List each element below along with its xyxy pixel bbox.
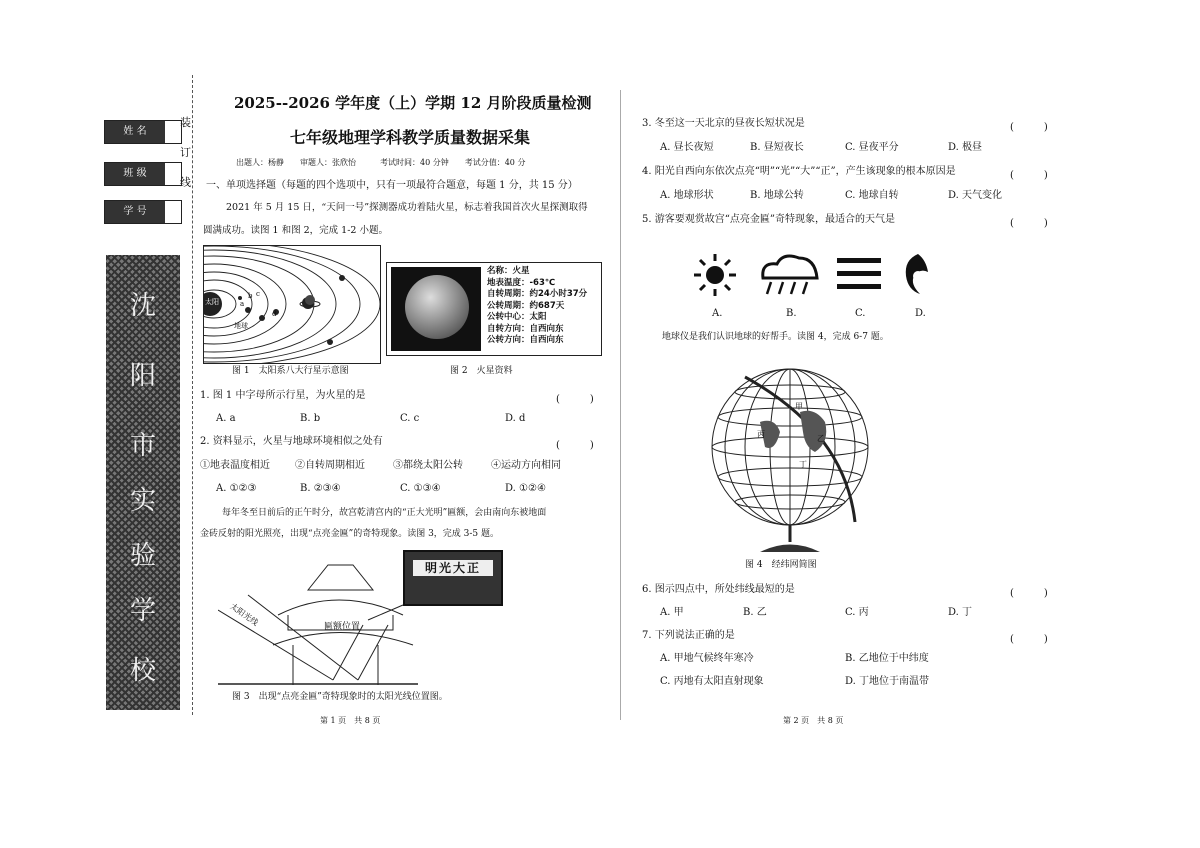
class-field-label: 班 级	[105, 163, 165, 185]
q5-option-c[interactable]: C.	[855, 308, 866, 319]
q3-option-b[interactable]: B. 昼短夜长	[750, 142, 804, 153]
q5-option-d[interactable]: D.	[915, 308, 926, 319]
plaque-box	[403, 550, 503, 606]
name-field-label: 姓 名	[105, 121, 165, 143]
binding-char-xian: 线	[180, 176, 191, 189]
q4-option-c[interactable]: C. 地球自转	[845, 190, 899, 201]
fog-icon[interactable]	[835, 256, 883, 292]
q2-option-b[interactable]: B. ②③④	[300, 483, 341, 494]
question-1: 1. 图 1 中字母所示行星，为火星的是	[200, 390, 366, 401]
q1-option-c[interactable]: C. c	[400, 413, 420, 424]
fig1-label-a: a	[240, 300, 245, 308]
figure-4-caption: 图 4 经纬网简图	[745, 560, 817, 570]
q2-item-4: ④运动方向相同	[491, 460, 561, 471]
q7-option-a[interactable]: A. 甲地气候终年寒冷	[660, 653, 754, 664]
planet-a	[245, 307, 251, 313]
school-char-4: 实	[129, 486, 156, 516]
q4-answer-blank[interactable]: ( )	[1010, 170, 1048, 181]
plaque-text: 明光大正	[413, 560, 493, 576]
mars-row-rotation: 自转周期：约24小时37分	[487, 289, 588, 299]
name-field[interactable]	[104, 120, 182, 144]
q7-option-c[interactable]: C. 丙地有太阳直射现象	[660, 676, 764, 687]
binding-char-ding: 订	[180, 146, 191, 159]
q4-option-b[interactable]: B. 地球公转	[750, 190, 804, 201]
question-3: 3. 冬至这一天北京的昼夜长短状况是	[642, 118, 805, 129]
school-char-6: 学	[129, 596, 156, 626]
q3-answer-blank[interactable]: ( )	[1010, 122, 1048, 133]
q6-option-d[interactable]: D. 丁	[948, 607, 973, 618]
mars-row-rev-dir: 公转方向：自西向东	[487, 335, 564, 345]
school-char-5: 验	[129, 541, 156, 571]
fig1-label-earth: 地球	[234, 322, 248, 330]
figure-3-caption: 图 3 出现“点亮金匾”奇特现象时的太阳光线位置图。	[232, 692, 448, 702]
q7-option-b[interactable]: B. 乙地位于中纬度	[845, 653, 929, 664]
mars-row-center: 公转中心：太阳	[487, 312, 547, 322]
globe-label-jia: 甲	[795, 402, 803, 411]
q5-option-a[interactable]: A.	[712, 308, 723, 319]
school-char-7: 校	[129, 656, 156, 686]
q2-option-c[interactable]: C. ①③④	[400, 483, 441, 494]
q2-answer-blank[interactable]: ( )	[556, 440, 594, 451]
intro-1-line1: 2021 年 5 月 15 日，“天问一号”探测器成功着陆火星，标志着我国首次火星探测取得	[226, 202, 588, 213]
fig1-label-sun: 太阳	[205, 298, 219, 306]
fig3-plaque-label: 匾额位置	[324, 622, 361, 632]
school-name-panel	[106, 255, 180, 710]
q3-option-a[interactable]: A. 昼长夜短	[660, 142, 714, 153]
q5-answer-blank[interactable]: ( )	[1010, 218, 1048, 229]
q3-option-c[interactable]: C. 昼夜平分	[845, 142, 899, 153]
fig3-sun-label: 太阳光线	[228, 601, 260, 628]
planet-earth	[259, 315, 265, 321]
figure-2-caption: 图 2 火星资料	[450, 366, 513, 376]
section-1-heading: 一、单项选择题（每题的四个选项中，只有一项最符合题意，每题 1 分，共 15 分）	[206, 180, 578, 191]
q6-option-a[interactable]: A. 甲	[660, 607, 684, 618]
q6-option-c[interactable]: C. 丙	[845, 607, 869, 618]
question-4: 4. 阳光自西向东依次点亮“明”“光”“大”“正”，产生该现象的根本原因是	[642, 166, 956, 177]
q7-answer-blank[interactable]: ( )	[1010, 634, 1048, 645]
question-5: 5. 游客要观赏故宫“点亮金匾”奇特现象，最适合的天气是	[642, 214, 895, 225]
page-divider	[620, 90, 621, 720]
globe-diagram	[705, 352, 875, 557]
q3-option-d[interactable]: D. 极昼	[948, 142, 983, 153]
intro-3-line1: 每年冬至日前后的正午时分，故宫乾清宫内的“正大光明”匾额，会由南向东被地面	[222, 508, 547, 518]
typhoon-icon[interactable]	[900, 250, 934, 300]
mars-row-rot-dir: 自转方向：自西向东	[487, 323, 564, 334]
figure-1-solar-system	[203, 245, 381, 364]
sunny-icon[interactable]	[690, 252, 740, 298]
q2-option-a[interactable]: A. ①②③	[216, 483, 257, 494]
globe-label-ding: 丁	[799, 460, 807, 469]
q2-item-1: ①地表温度相近	[200, 460, 270, 471]
globe-label-yi: 乙	[817, 434, 825, 443]
q1-option-d[interactable]: D. d	[505, 413, 526, 424]
q2-item-2: ②自转周期相近	[295, 460, 365, 471]
school-char-2: 阳	[129, 361, 156, 391]
intro-3-line2: 金砖反射的阳光照亮，出现“点亮金匾”的奇特现象。读图 3，完成 3-5 题。	[200, 529, 500, 539]
solar-system-diagram	[204, 246, 380, 363]
figure-2-mars-data	[386, 262, 602, 356]
school-char-3: 市	[129, 431, 156, 461]
q4-option-d[interactable]: D. 天气变化	[948, 190, 1003, 201]
binding-char-zhuang: 装	[180, 116, 191, 129]
mars-photo	[391, 267, 481, 351]
school-char-1: 沈	[129, 291, 156, 321]
q5-option-b[interactable]: B.	[786, 308, 797, 319]
exam-title: 2025--2026 学年度（上）学期 12 月阶段质量检测	[234, 94, 592, 112]
question-7: 7. 下列说法正确的是	[642, 630, 735, 641]
page-1-footer: 第 1 页 共 8 页	[320, 716, 381, 725]
exam-meta: 出题人：杨静 审题人：张欣怡 考试时间：40 分钟 考试分值：40 分	[236, 158, 526, 167]
intro-1-line2: 圆满成功。读图 1 和图 2，完成 1-2 小题。	[203, 225, 388, 236]
fig1-label-c: c	[256, 290, 260, 298]
fig1-label-b: b	[248, 292, 253, 300]
student-info-table	[104, 120, 182, 224]
fig1-label-d: d	[272, 310, 277, 318]
student-id-field[interactable]	[104, 200, 182, 224]
class-field[interactable]	[104, 162, 182, 186]
intro-6: 地球仪是我们认识地球的好帮手。读图 4，完成 6-7 题。	[662, 332, 889, 342]
globe-label-bing: 丙	[757, 430, 765, 439]
q6-option-b[interactable]: B. 乙	[743, 607, 767, 618]
figure-4-globe	[705, 352, 875, 557]
q2-option-d[interactable]: D. ①②④	[505, 483, 546, 494]
q6-answer-blank[interactable]: ( )	[1010, 588, 1048, 599]
mars-row-name: 名称：火星	[487, 266, 530, 276]
rain-icon[interactable]	[755, 250, 825, 300]
q1-answer-blank[interactable]: ( )	[556, 394, 594, 405]
mars-row-revolution: 公转周期：约687天	[487, 300, 565, 311]
q7-option-d[interactable]: D. 丁地位于南温带	[845, 676, 930, 687]
mars-data-list	[487, 266, 587, 347]
saturn-icon	[305, 295, 315, 305]
q1-option-a[interactable]: A. a	[216, 413, 236, 424]
figure-1-caption: 图 1 太阳系八大行星示意图	[232, 366, 349, 376]
question-2: 2. 资料显示，火星与地球环境相似之处有	[200, 436, 383, 447]
mars-row-temp: 地表温度：-63℃	[487, 277, 556, 288]
page-2-footer: 第 2 页 共 8 页	[783, 716, 844, 725]
student-id-field-label: 学 号	[105, 201, 165, 223]
q2-item-3: ③都绕太阳公转	[393, 460, 463, 471]
binding-dashed-line	[192, 75, 193, 715]
q1-option-b[interactable]: B. b	[300, 413, 321, 424]
question-6: 6. 图示四点中，所处纬线最短的是	[642, 584, 795, 595]
q4-option-a[interactable]: A. 地球形状	[660, 190, 714, 201]
exam-subtitle: 七年级地理学科教学质量数据采集	[290, 128, 531, 147]
figure-3-palace	[218, 550, 608, 685]
